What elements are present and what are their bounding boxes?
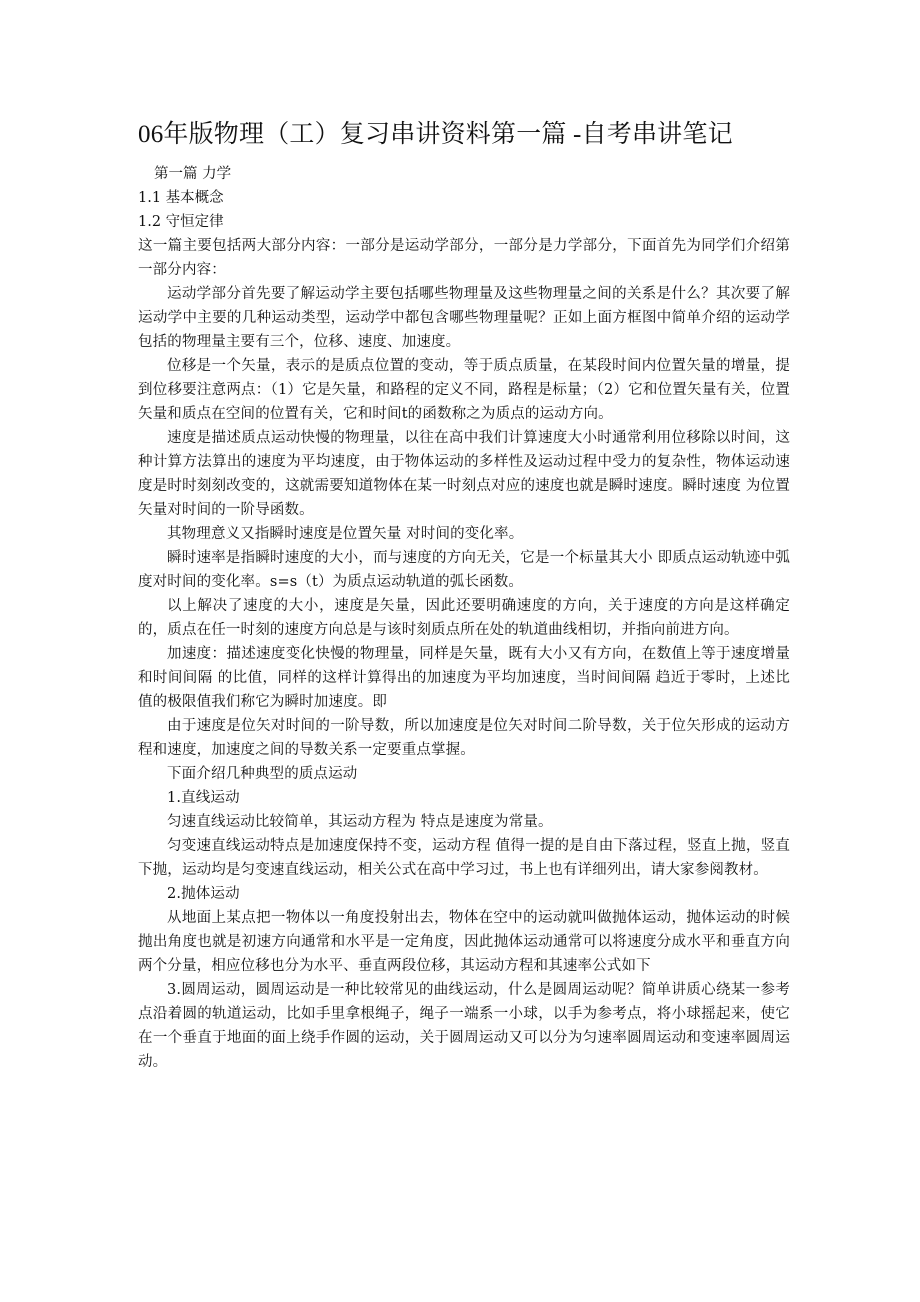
paragraph-derivative-relation: 由于速度是位矢对时间的一阶导数，所以加速度是位矢对时间二阶导数，关于位矢形成的运动方程和速度，加速度之间的导数关系一定要重点掌握。 <box>138 718 790 758</box>
document-title: 06年版物理（工）复习串讲资料第一篇 -自考串讲笔记 <box>138 121 733 148</box>
paragraph-typical-motions: 下面介绍几种典型的质点运动 <box>167 766 358 782</box>
part-heading: 第一篇 力学 <box>154 166 232 182</box>
paragraph-acceleration: 加速度：描述速度变化快慢的物理量，同样是矢量，既有大小又有方向，在数值上等于速度增量和时间间隔 的比值，同样的这样计算得出的加速度为平均加速度，当时间间隔 趋近于零时，上述比值的极限值我们称它为瞬时加速度。即 <box>138 646 790 710</box>
paragraph-uniform-linear: 匀速直线运动比较简单，其运动方程为 特点是速度为常量。 <box>167 814 553 830</box>
paragraph-displacement: 位移是一个矢量，表示的是质点位置的变动，等于质点质量，在某段时间内位置矢量的增量，提到位移要注意两点：（1）它是矢量，和路程的定义不同，路程是标量；（2）它和位置矢量有关，位置矢量和质点在空间的位置有关，它和时间t的函数称之为质点的运动方向。 <box>138 358 790 422</box>
intro-paragraph: 这一篇主要包括两大部分内容：一部分是运动学部分，一部分是力学部分，下面首先为同学们介绍第一部分内容： <box>138 238 790 278</box>
section-heading-1-2: 1.2 守恒定律 <box>138 214 224 230</box>
heading-projectile-motion: 2.抛体运动 <box>167 886 240 902</box>
paragraph-circular-motion: 3.圆周运动，圆周运动是一种比较常见的曲线运动，什么是圆周运动呢？简单讲质心绕某一参考点沿着圆的轨道运动，比如手里拿根绳子，绳子一端系一小球，以手为参考点，将小球摇起来，使它在一个垂直于地面的面上绕手作圆的运动，关于圆周运动又可以分为匀速率圆周运动和变速率圆周运动。 <box>138 982 790 1070</box>
section-heading-1-1: 1.1 基本概念 <box>138 190 224 206</box>
paragraph-instant-speed: 瞬时速率是指瞬时速度的大小，而与速度的方向无关，它是一个标量其大小 即质点运动轨迹中弧度对时间的变化率。s=s（t）为质点运动轨道的弧长函数。 <box>138 550 790 590</box>
paragraph-kinematics-overview: 运动学部分首先要了解运动学主要包括哪些物理量及这些物理量之间的关系是什么？其次要了解运动学中主要的几种运动类型，运动学中都包含哪些物理量呢？正如上面方框图中简单介绍的运动学包括的物理量主要有三个，位移、速度、加速度。 <box>138 286 790 350</box>
paragraph-uniform-accel: 匀变速直线运动特点是加速度保持不变，运动方程 值得一提的是自由下落过程，竖直上抛，竖直下抛，运动均是匀变速直线运动，相关公式在高中学习过，书上也有详细列出，请大家参阅教材。 <box>138 838 790 878</box>
paragraph-velocity: 速度是描述质点运动快慢的物理量，以往在高中我们计算速度大小时通常利用位移除以时间，这种计算方法算出的速度为平均速度，由于物体运动的多样性及运动过程中受力的复杂性，物体运动速度是时时刻刻改变的，这就需要知道物体在某一时刻点对应的速度也就是瞬时速度。瞬时速度 为位置矢量对时间的一阶导函数。 <box>138 430 790 518</box>
paragraph-projectile: 从地面上某点把一物体以一角度投射出去，物体在空中的运动就叫做抛体运动，抛体运动的时候抛出角度也就是初速方向通常和水平是一定角度，因此抛体运动通常可以将速度分成水平和垂直方向两个分量，相应位移也分为水平、垂直两段位移，其运动方程和其速率公式如下 <box>138 910 790 974</box>
document-page <box>138 118 790 1074</box>
paragraph-velocity-meaning: 其物理意义又指瞬时速度是位置矢量 对时间的变化率。 <box>167 526 524 542</box>
paragraph-velocity-direction: 以上解决了速度的大小，速度是矢量，因此还要明确速度的方向，关于速度的方向是这样确定的，质点在任一时刻的速度方向总是与该时刻质点所在处的轨道曲线相切，并指向前进方向。 <box>138 598 790 638</box>
heading-linear-motion: 1.直线运动 <box>167 790 240 806</box>
